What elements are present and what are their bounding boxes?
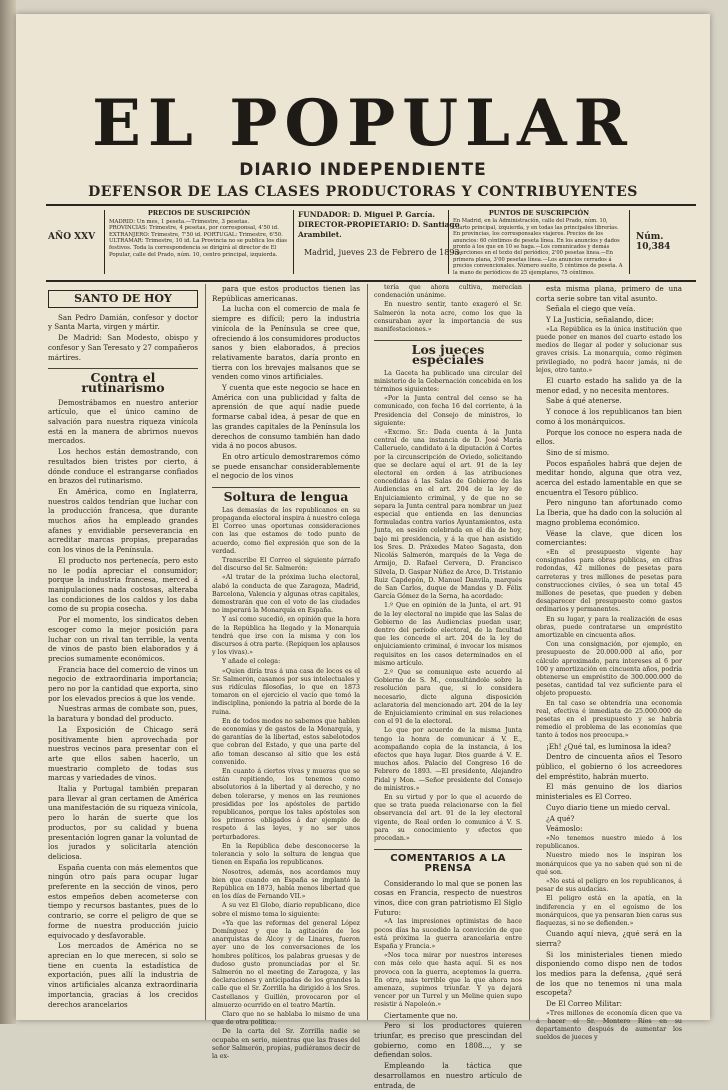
paragraph: ¿A qué?	[546, 813, 575, 823]
paragraph: Y conoce á los republicanos tan bien como á los monárquicos.	[536, 407, 682, 426]
paragraph: Cuyo diario tiene un miedo cerval.	[546, 802, 671, 812]
article-body-small	[374, 918, 522, 1009]
paragraph: para que estos productos tienen las Repúblicas americanas.	[212, 284, 360, 303]
masthead-motto: DEFENSOR DE LAS CLASES PRODUCTORAS Y CONTRIBUYENTES	[88, 184, 638, 200]
paragraph: «Nos toca mirar por nuestros intereses con más celo que hasta aquí. Si es nos provoca con la guerra, aceptemos la guerra. En otro, más terrible que la que ahora nos amenaza, supimos triunfar. Y ya dejará vencer por un Turrel y un Meline quien supo resistir á Napoleón.»	[374, 952, 522, 1009]
paragraph: Los hechos están demostrando, con resultados bien tristes por cierto, á dónde conduce el estrangarse confiados en brazos del rutinarismo.	[48, 447, 198, 486]
saint-text: San Pedro Damián, confesor y doctor y Santa Marta, virgen y mártir.	[48, 312, 198, 332]
paragraph: Claro que no se hablaba lo mismo de una que de otra política.	[212, 1010, 360, 1027]
subscription-text: MADRID: Un mes, 1 peseta.—Trimestre, 3 pesetas. PROVINCIAS: Trimestre, 4 pesetas, por corresponsal, 4'50 id. EXTRANJERO: Trimestre, 7'50 id. PORTUGAL: Trimestre, 6'50. ULTRAMAR: Trimestre, 10 id. La Provincia no se publica los días festivos. Toda la correspondencia se dirigirá al director de El Popular, calle del Prado, núm. 10, centro principal, izquierda.	[109, 218, 288, 258]
column-rule	[529, 284, 530, 1020]
director-line: DIRECTOR-PROPIETARIO: D. Santiago Arambilet.	[298, 220, 460, 239]
paragraph: «No tenemos nuestro miedo á los republicanos.	[536, 834, 682, 851]
issue-number: Núm. 10,384	[636, 232, 671, 252]
paragraph: Lo que por acuerdo de la misma Junta tengo la honra de comunicar á V. E., acompañando copia de la instancia, á los efectos que haya lugar. Dios guarde á V. E. muchos años. Palacio del Congreso 16 de Febrero de 1893. —El presidente, Alejandro Pidal y Mon. —Señor presidente del Consejo de ministros.»	[374, 727, 522, 792]
paragraph: Sino de sí mismo.	[546, 447, 610, 457]
paragraph: «No está el peligro en los republicanos, á pesar de sus audacias.	[536, 878, 682, 894]
paragraph: Italia y Portugal también preparan para llevar al gran certamen de América una manifestación de su riqueza vinícola, pero lo harán de suerte que los productos, por su calidad y buena presentación logren ganar la voluntad de los jurados y solicitarla atención deliciosa.	[48, 784, 198, 861]
paragraph: Ciertamente que no.	[384, 1010, 458, 1020]
paragraph: En su lugar, y para la realización de esas obras, puede contratarse un empréstito amortizable en cincuenta años.	[536, 615, 682, 640]
column-rule	[367, 284, 368, 1020]
staff-box	[298, 210, 468, 274]
masthead-title: EL POPULAR	[92, 86, 634, 161]
paragraph: El más genuino de los diarios ministeriales es El Correo.	[536, 782, 682, 802]
column-2	[212, 284, 361, 1060]
paragraph: Considerando lo mal que se ponen las cosas en Francia, respecto de nuestros vinos, dice con gran patriotismo El Siglo Futuro:	[374, 878, 522, 917]
article-heading-comentarios: COMENTARIOS A LA PRENSA	[374, 849, 522, 873]
paragraph: Y La Justicia, señalando, dice:	[546, 315, 654, 325]
paragraph: Transcribe El Correo el siguiente párrafo del discurso del Sr. Salmerón:	[212, 556, 360, 573]
paragraph: «A las impresiones optimistas de hace pocos días ha sucedido la convicción de que está próxima la guerra arancelaria entre España y Francia.»	[374, 918, 522, 951]
paragraph: La Gaceta ha publicado una circular del ministerio de la Gobernación concebida en los términos siguientes:	[374, 369, 522, 394]
book-spine	[0, 0, 16, 1024]
paragraph: «Ya que las reformas del general López Domínguez y que la agitación de los anarquistas de Alcoy y de Linares, fueron ayer uno de los conversaciones de los hombres políticos, los palabras gruesas y de dudoso gusto pronunciadas por el Sr. Salmerón no el meeting de Zaragoza, y las declaraciones y anticipadas de los grandes la calle que el Sr. Zorrilla ha dirigido á los Sres. Castellanos y Guillén, provocaron por el almuerzo ocurrido en el teatro Martín.	[212, 919, 360, 1009]
paragraph: Nuestras armas de combate son, pues, la baratura y bondad del producto.	[48, 704, 198, 724]
paragraph: La lucha con el comercio de mala fe siempre es difícil; pero la industria vinícola de la Península se cree que, ofreciendo á los consumidores productos sanos y bien elaborados, á precios relativamente baratos, daría pronto en tierra con los brevajes malsanos que se venden como vinos artificiales.	[212, 304, 360, 382]
newspaper-page	[16, 14, 710, 1090]
article-heading-jueces: Los jueces especiales	[374, 340, 522, 364]
paragraph: En de todos modos no sabemos que hablen de economías y de gastos de la Monarquía, y de garantías de la libertad, estos sabelotodos que cobran del Estado, y que una parte del año toman descanso al sitio que les está convenido.	[212, 717, 360, 766]
paragraph: En otro artículo demostraremos cómo se puede ensanchar considerablemente el negocio de los vinos	[212, 451, 360, 481]
column-1	[48, 284, 198, 1020]
paragraph: esta misma plana, primero de una corta serie sobre tan vital asunto.	[536, 284, 682, 303]
paragraph: Pocos españoles habrá que dejen de meditar hondo, alguna que otra vez, acerca del estado lamentable en que se encuentra el Tesoro público.	[536, 458, 682, 497]
saint-heading: SANTO DE HOY	[48, 290, 198, 308]
paragraph: De El Correo Militar:	[546, 999, 622, 1009]
paragraph: Señala el ciego que veía.	[546, 304, 636, 314]
paragraph: En América, como en Inglaterra, nuestros caldos tendrían que luchar con la producción francesa, que durante muchos años ha empleado grandes afanes y envidiable perseverancia en acreditar marcas propias, preparadas con los vinos de la Península.	[48, 486, 198, 555]
paragraph: Si los ministeriales tienen miedo disponiendo como dispo nen de todos los medios para la defensa, ¿qué será de los que no tenemos ni una mala escopeta?	[536, 949, 682, 998]
column-rule	[205, 284, 206, 1020]
paragraph: En nuestro sentir, tanto exageró el Sr. Salmerón la nota acre, como los que la censuraban ayer la importancia de sus manifestaciones.»	[374, 301, 522, 334]
devotion-text: De Madrid: San Modesto, obispo y confesor y San Teresato y 27 compañeros mártires.	[48, 333, 198, 362]
paragraph: Demostrábamos en nuestro anterior artículo, que el único camino de salvación para nuestra riqueza vinícola está en la manera de abrirnos nuevos mercados.	[48, 397, 198, 446]
paragraph: «En el presupuesto vigente hay consignados para obras públicas, en cifras redondas, 42 millones de pesetas para carreteras y tres millones de pesetas para construcciones civiles, ó sea un total 45 millones de pesetas, que pueden y deben desaparecer del presupuesto como gastos ordinarios y permanentes.	[536, 548, 682, 614]
info-bar	[46, 204, 696, 282]
article-heading-soltura: Soltura de lengua	[212, 487, 360, 502]
paragraph: 1.º Que en opinión de la Junta, el art. 91 de la ley electoral no impide que las Salas de Gobierno de las Audiencias puedan usar, dentro del período electoral, de la facultad que les concede el art. 204 de la ley de enjuiciamiento criminal, é invocar los mismos requisitos en los casos determinados en el mismo artículo.	[374, 602, 522, 667]
paragraph: «Excmo. Sr.: Dada cuenta á la Junta central de una instancia de D. José María Calleruelo, candidato á la diputación á Cortes por la circunscripción de Oviedo, solicitando que se declare aquí el art. 91 de la ley electoral en orden á las atribuciones concedidas á las Salas de Gobierno de las Audiencias en el art. 204 de la ley de Enjuiciamiento criminal, y de que no se separa la Junta central para nombrar un juez especial que entienda en las denuncias formuladas contra varios Ayuntamientos, esta Junta, en sesión celebrada en el día de hoy, bajo mi presidencia, y á la que han asistido los Sres. D. Práxedes Mateo Sagasta, don Nicolás Salmerón, marqués de la Vega de Armijo, D. Rafael Cervera, D. Francisco Silvela, D. Gaspar Núñez de Arce, D. Tristanio Ruiz Capdepón, D. Manuel Danvila, marqués de San Carlos, duque de Mandas y D. Félix García Gómez de la Serna, ha acordado:	[374, 429, 522, 601]
paragraph: «Al tratar de la próxima lucha electoral, alabó la conducta de que Zaragoza, Madrid, Barcelona, Valencia y algunas otras capitales, demostrarán que con el voto de las ciudades no imperará la Monarquía en España.	[212, 574, 360, 615]
paragraph: Y así como sucedió, en opinión que la hora de la República ha llegado y la Monarquía tendrá que irse con la misma y con los discursos á otra parte. (Repiquen los aplausos y los vivas).»	[212, 616, 360, 657]
paragraph: España cuenta con más elementos que ningún otro país para ocupar lugar preferente en la sección de vinos, pero estos empeños deben acometerse con tiempo y recursos bastantes, pues de lo contrario, se corre el peligro de que se forme de nuestra producción juicio equivocado y desfavorable.	[48, 862, 198, 940]
paragraph: En su virtud y por lo que el acuerdo de que se trata pueda relacionarse con la fiel observancia del art. 91 de la ley electoral vigente, de Real orden lo comunico á V. S. para su conocimiento y efectos que procedan.»	[374, 793, 522, 842]
paragraph: Véase la clave, que dicen los comerciantes:	[536, 528, 682, 548]
paragraph: Sabe á qué atenerse.	[546, 396, 622, 406]
paragraph: En cuanto á ciertos vivas y mueras que se están repitiendo, los tenemos como absolutorios á la libertad y al derecho, y no deben tolerarse, y menos en las reuniones presididas por los apóstoles de partido republicanos, porque los tales apóstoles son los primeros obligados á dar ejemplo de respeto á las leyes, y no ser unos perturbadores.	[212, 768, 360, 841]
paragraph: Y añade el colega:	[222, 658, 281, 666]
paragraph: «Por la Junta central del censo se ha comunicado, con fecha 16 del corriente, á la Presidencia del Consejo de ministros, lo siguiente:	[374, 395, 522, 427]
paragraph: «La República es la única institución que puede poner en manos del cuarto estado los medios de llegar al poder y solucionar sus graves crisis. La monarquía, como régimen privilegiado, no podrá hacer jamás, ni de lejos, otro tanto.»	[536, 325, 682, 374]
subscription-box	[104, 210, 294, 274]
paragraph: Por el momento, los sindicatos deben escoger como la mejor posición para luchar con un rival tan terrible, la venta de vinos de pasto bien elaborados y á precios sumamente económicos.	[48, 615, 198, 663]
paragraph: «Tres millones de economía dicen que va á hacer el Sr. Montero Ríos en su departamento después de aumentar los sueldos de jueces y	[536, 1009, 682, 1042]
paragraph: ¡Eh! ¿Qué tal, es luminosa la idea?	[546, 741, 671, 751]
article-body-small	[374, 370, 522, 844]
paragraph: Empleando la táctica que desarrollamos en nuestro artículo de entrada, de	[374, 1061, 522, 1090]
article-heading-rutinarismo: Contra el rutinarismo	[48, 368, 198, 392]
paragraph: Pero ninguno tan afortunado como La Iberia, que ha dado con la solución al magno problema económico.	[536, 498, 682, 527]
column-4	[536, 284, 682, 1042]
points-text: En Madrid, en la Administración, calle del Prado, núm. 10, cuarto principal, izquierda, y en todas las principales librerías. En provincias, los corresponsales viajeros. Precios de los anuncios: 60 céntimos de peseta línea. En los anuncios y dados pronto á los que en 10 se haga.—Los comunicados y demás inserciones en el texto del periódico, 2'00 pesetas línea.—En primera plana, 3'00 pesetas línea.—Los anuncios cerrados á precios convencionales. Número suelto, 5 céntimos de peseta. A la mano de periódicos de 25 ejemplares, 75 céntimos.	[453, 218, 623, 276]
paragraph: Con una consignación, por ejemplo, en presupuesto de 20.000.000 al año, por cálculo aproximado, para intereses al 6 por 100 y amortización en cincuenta años, podría obtenerse un empréstito de 300.000.000 de pesetas, cantidad tal vez suficiente para el objeto propuesto.	[536, 641, 682, 698]
paragraph: La Exposición de Chicago será positivamente bien aprovechada por nuestros vecinos para presentar con el arte que ellos saben hacerlo, un muestrario completo de todas sus marcas y variedades de vinos.	[48, 724, 198, 783]
paragraph: Dentro de cincuenta años el Tesoro público, el gobierno ó los acreedores del empréstito, habrán muerto.	[536, 752, 682, 781]
paragraph: «Quien diría tras á una casa de locos es el Sr. Salmerón, casamos por sus intelectuales y sus ridículas filosofías, lo que en 1873 tomaron en el ejercicio el vacío que tomó la indisciplina, poniendo la patria al borde de la ruina.	[212, 667, 360, 716]
issue-date: Madrid, jueves 23 de Febrero de 1893.	[303, 248, 463, 257]
paragraph: Pero si los productores quieren triunfar, es preciso que prescindan del gobierno, como en 1808..., y se defiendan solos.	[374, 1021, 522, 1060]
paragraph: En la República debe desconocerse la tolerancia y solo la soltura de lengua que tienen en España los republicanos.	[212, 842, 360, 867]
paragraph: El cuarto estado ha salido ya de la menor edad, y no necesita mentores.	[536, 376, 682, 395]
paragraph: Y cuenta que este negocio se hace en América con una publicidad y falta de aprensión de que aquí nadie puede formarse cabal idea, á pesar de que en las grandes capitales de la Península los derechos de consumo también han dado vida á no pocos abusos.	[212, 383, 360, 451]
column-3	[374, 284, 522, 1090]
paragraph: El peligro está en la apatía, en la indiferencia y en el egoísmo de los monárquicos, que ya pensaran bien caras sus flaquezas, si no se defienden.»	[536, 895, 682, 928]
paragraph: 2.º Que se comunique este acuerdo al Gobierno de S. M., consultándole sobre la resolución para que, si lo considera necesario, dicte alguna disposición aclaratoria del mencionado art. 204 de la ley de Enjuiciamiento criminal en sus relaciones con el 91 de la electoral.	[374, 668, 522, 726]
paragraph: En tal caso se obtendría una economía real, efectiva é inmediata de 25.000.000 de pesetas en el presupuesto y se habría remedio el problema de las economías que tanto á todos nos preocupa.»	[536, 699, 682, 740]
paragraph: Los mercados de América no se aprecian en lo que merecen, si solo se tiene en cuenta la estadística de exportación, pues allí la industria de vinos artificiales alcanza extraordinaria importancia, gracias á los crecidos derechos arancelarios	[48, 941, 198, 1009]
paragraph: Nosotros, además, nos acordamos muy bien que cuando en España se implantó la República en 1873, había menos libertad que en los días de Fernando VII.»	[212, 868, 360, 901]
paragraph: Nuestro miedo nos le inspiran los monárquicos que ya no saben qué son ni de qué son.	[536, 852, 682, 876]
points-box	[448, 210, 630, 274]
paragraph: Porque los conoce no espera nada de ellos.	[536, 427, 682, 447]
year-label: AÑO XXV	[48, 232, 96, 242]
paragraph: A su vez El Globo, diario republicano, dice sobre el mismo tema lo siguiente:	[212, 902, 360, 918]
paragraph: Francia hace del comercio de vinos un negocio de extraordinaria importancia; pero no por la cantidad que exporta, sino por los elevados precios á que los vende.	[48, 664, 198, 703]
article-body-small	[212, 507, 360, 1061]
paragraph: De la carta del Sr. Zorrilla nadie se ocupaba en serio, mientras que las frases del señor Salmerón, propias, pudiéramos decir de la ex-	[212, 1028, 361, 1060]
paragraph: Veámoslo:	[546, 824, 583, 834]
points-heading: PUNTOS DE SUSCRIPCIÓN	[488, 209, 590, 217]
paragraph: tería que ahora cultiva, merecían condenación unánime.	[374, 284, 522, 300]
article-body-small	[374, 284, 522, 334]
subscription-heading: PRECIOS DE SUSCRIPCIÓN	[147, 209, 251, 217]
paragraph: Cuando aquí nieva, ¿qué será en la sierra?	[536, 929, 682, 948]
masthead-subtitle: DIARIO INDEPENDIENTE	[239, 160, 487, 180]
founder-line: FUNDADOR: D. Miguel P. García.	[298, 210, 435, 219]
paragraph: Las demasías de los republicanos en su propaganda electoral inspira á nuestro colega El Correo unas oportunas consideraciones con las que estamos de todo punto de acuerdo, como fiel expresión que son de la verdad.	[212, 506, 360, 555]
paragraph: El producto nos pertenecía, pero esto no le podía apreciar el consumidor; porque la industria francesa, merced á manipulaciones nada costosas, alteraba las condiciones de los caldos y los daba como de su propia cosecha.	[48, 555, 198, 614]
